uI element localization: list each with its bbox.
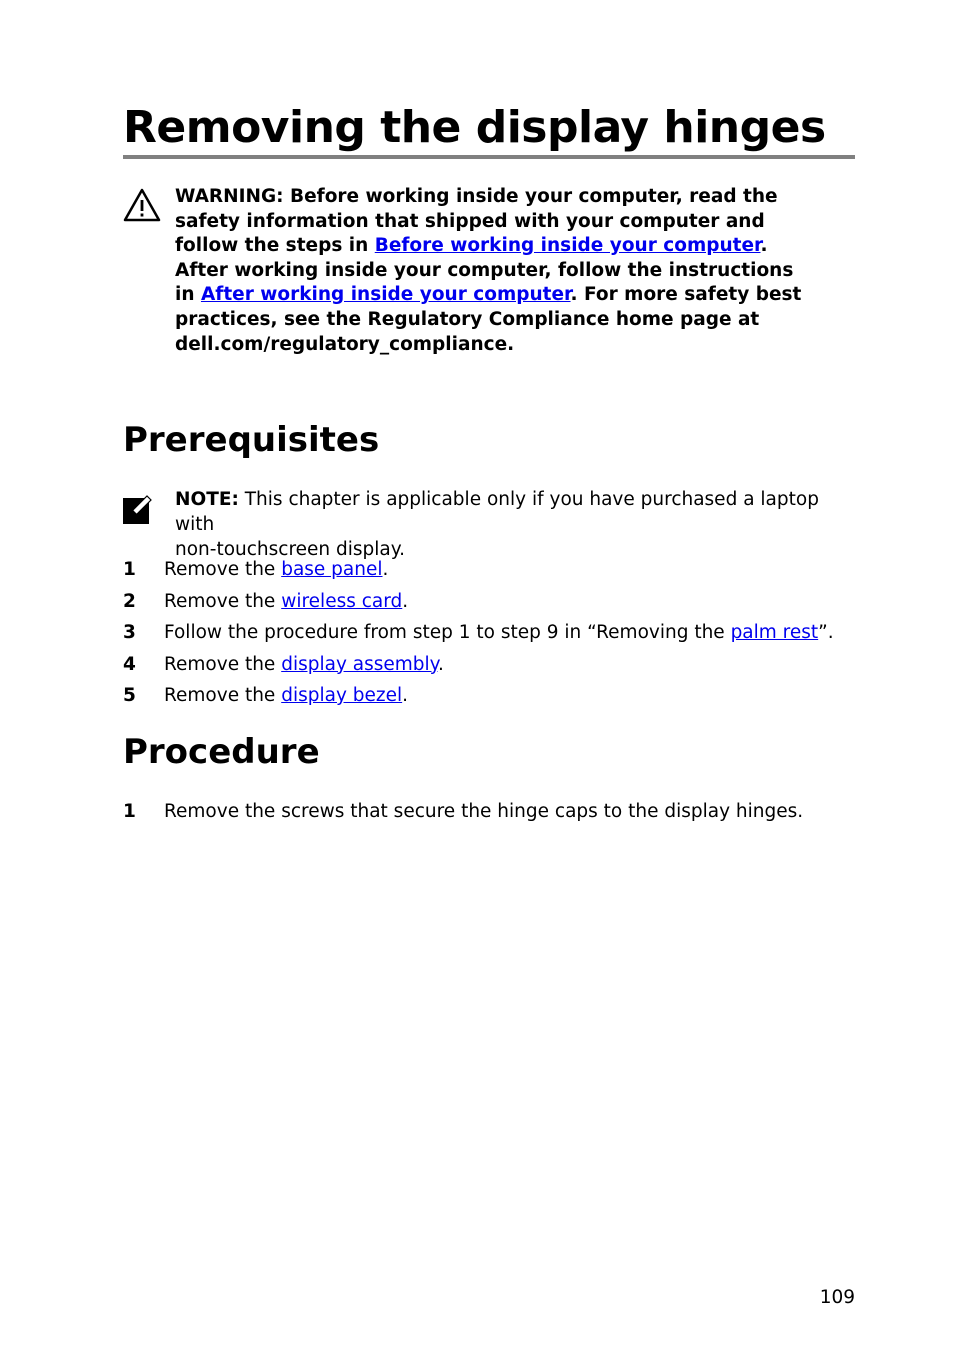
step-text — [164, 621, 834, 645]
step-text: Remove the screws that secure the hinge caps to the display hinges. — [164, 801, 804, 822]
list-item — [123, 558, 855, 590]
note-line — [175, 487, 855, 537]
step-text — [164, 684, 408, 708]
warning-line: After working inside your computer, follow the instructions — [175, 259, 794, 281]
note-text-fragment: This chapter is applicable only if you have purchased a laptop with — [175, 489, 819, 535]
step-text-fragment: Remove the — [164, 590, 282, 612]
wireless-card-link[interactable]: wireless card — [281, 590, 403, 612]
list-item — [123, 684, 855, 716]
note-pencil-icon — [122, 493, 154, 525]
warning-message — [175, 185, 855, 357]
procedure-steps — [123, 800, 855, 832]
step-text-fragment: Follow the procedure from step 1 to step 9 in “Removing the — [164, 622, 731, 643]
display-bezel-link[interactable]: display bezel — [281, 685, 403, 706]
step-text — [164, 558, 388, 582]
procedure-heading: Procedure — [123, 732, 320, 772]
note-line: non-touchscreen display. — [175, 539, 405, 560]
warning-line: dell.com/regulatory_compliance. — [175, 333, 515, 355]
display-assembly-link[interactable]: display assembly — [281, 653, 438, 675]
step-text-fragment: . — [402, 685, 409, 706]
step-number: 2 — [123, 590, 136, 612]
before-working-link[interactable]: Before working inside your computer — [374, 235, 761, 257]
warning-line — [175, 283, 855, 308]
step-text — [164, 653, 444, 677]
step-text-fragment: . — [437, 653, 444, 675]
step-number: 4 — [123, 653, 136, 675]
step-number: 3 — [123, 622, 136, 643]
note-label: NOTE: — [175, 489, 239, 510]
warning-line: WARNING: Before working inside your computer, read the — [175, 186, 778, 207]
base-panel-link[interactable]: base panel — [281, 559, 383, 580]
step-text-fragment: Remove the — [164, 685, 282, 706]
page-number: 109 — [819, 1287, 855, 1308]
palm-rest-link[interactable]: palm rest — [730, 622, 819, 643]
list-item — [123, 800, 855, 832]
warning-text-fragment: follow the steps in — [175, 235, 375, 257]
list-item — [123, 590, 855, 622]
step-text-fragment: Remove the — [164, 653, 282, 675]
warning-text-fragment: . For more safety best — [570, 284, 802, 306]
warning-line: practices, see the Regulatory Compliance home page at — [175, 308, 760, 330]
step-text — [164, 590, 408, 614]
step-text-fragment: . — [382, 559, 389, 580]
prerequisite-steps — [123, 558, 855, 716]
step-number: 1 — [123, 559, 136, 580]
page-title: Removing the display hinges — [123, 102, 826, 153]
title-underline — [123, 155, 855, 159]
step-text-fragment: . — [402, 590, 409, 612]
warning-line: safety information that shipped with your computer and — [175, 210, 765, 232]
warning-triangle-icon — [123, 188, 161, 222]
warning-text-fragment: . — [760, 235, 768, 257]
step-text-fragment: ”. — [818, 622, 834, 643]
step-text-fragment: Remove the — [164, 559, 282, 580]
warning-text-fragment: in — [175, 284, 201, 306]
list-item — [123, 653, 855, 685]
after-working-link[interactable]: After working inside your computer — [200, 284, 571, 306]
note-message — [175, 487, 855, 562]
step-number: 1 — [123, 801, 136, 822]
list-item — [123, 621, 855, 653]
step-number: 5 — [123, 685, 136, 706]
prerequisites-heading: Prerequisites — [123, 420, 380, 460]
warning-line — [175, 234, 855, 259]
